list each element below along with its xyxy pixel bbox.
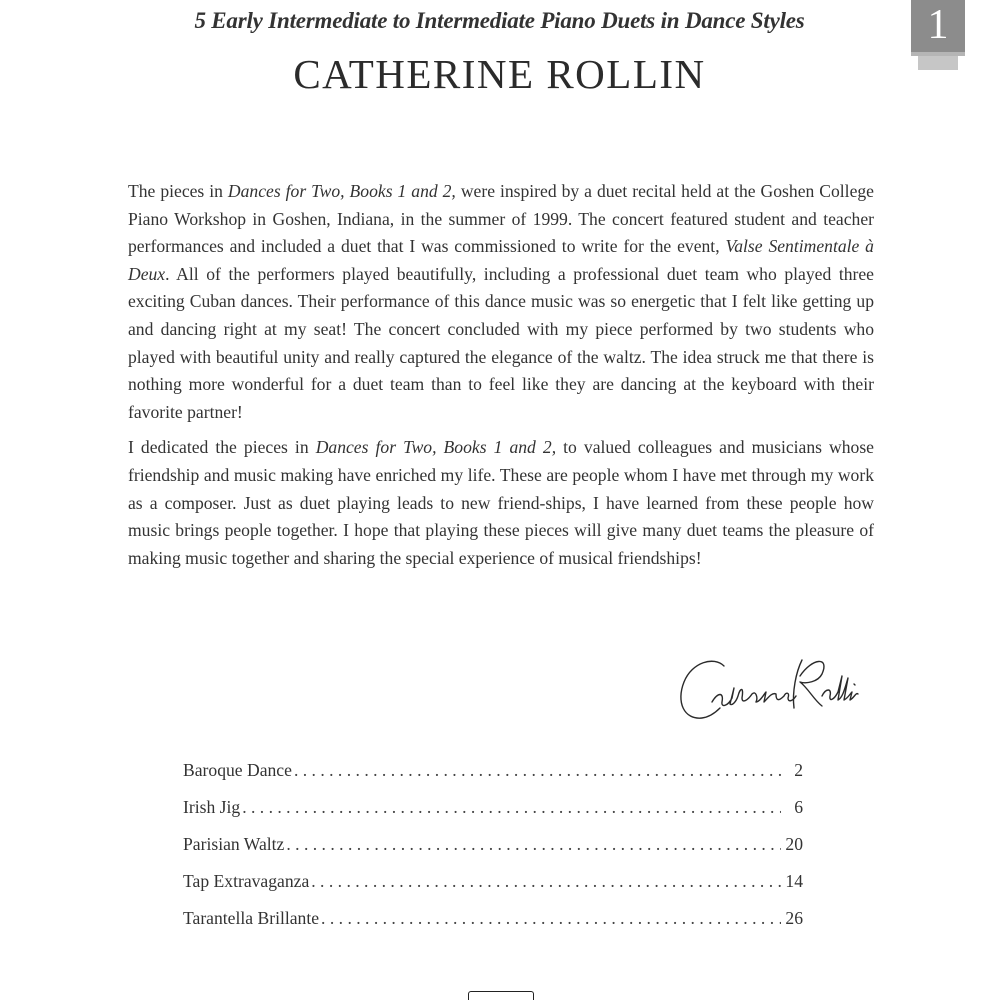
signature-text: Catherine Rollin [672,648,679,649]
toc-item-page: 2 [794,760,803,780]
toc-item-title: Tap Extravaganza [183,871,310,891]
toc-item-page: 26 [785,908,803,928]
book-number-tab [911,0,965,56]
body-text-run: . All of the performers played beautifully, including a professional duet team who played three exciting Cuban dances. Their performance of this dance music was so energetic that I felt like getting up and dancing right at my seat! The concert concluded with my piece performed by two students who played with beautiful unity and really captured the elegance of the waltz. The idea struck me that there is nothing more wonderful for a duet team than to feel like they are dancing at the keyboard with their favorite partner! [128,263,874,422]
italic-title-text: Dances for Two, Books 1 and 2, [315,437,557,458]
toc-item-page: 6 [794,797,803,817]
toc-item-irish-jig[interactable] [183,797,803,834]
toc-item-parisian-waltz[interactable] [183,834,803,871]
italic-title-text: Dances for Two, Books 1 and 2, [227,181,456,201]
table-of-contents [183,760,803,945]
toc-leader-dots [240,797,781,818]
toc-item-title: Irish Jig [183,797,241,817]
composer-name: CATHERINE ROLLIN [293,51,706,97]
toc-item-tarantella-brillante[interactable] [183,908,803,945]
toc-leader-dots [292,760,781,781]
intro-paragraph-1 [128,178,874,426]
toc-leader-dots [309,871,781,892]
toc-item-title: Baroque Dance [183,760,292,780]
intro-text [128,178,874,580]
toc-item-page: 20 [785,834,803,854]
body-text-run: to valued colleagues and musicians whose friendship and music making have enriched my life. These are people whom I have met through my work as a composer. Just as duet playing leads to new friend-ships, I have learned from these people how music brings people together. I hope that playing these pieces will give many duet teams the pleasure of making music together and sharing the special experience of musical friendships! [128,437,874,568]
body-text-run: I dedicated the pieces in [128,437,316,458]
toc-item-page: 14 [785,871,803,891]
toc-leader-dots [284,834,781,855]
body-text-run: The pieces in [128,181,228,201]
signature-icon [672,648,862,728]
italic-title-text: Valse Sentimentale à Deux [128,236,874,284]
toc-item-title: Tarantella Brillante [183,908,320,928]
toc-leader-dots [319,908,781,929]
book-number: 1 [927,2,949,48]
toc-item-title: Parisian Waltz [183,834,285,854]
body-text-run: were inspired by a duet recital held at the Goshen College Piano Workshop in Goshen, Indiana, in the summer of 1999. The concert featured student and teacher performances and included a duet that I was commissioned to write for the event, [128,181,874,257]
toc-item-tap-extravaganza[interactable] [183,871,803,908]
book-subtitle: 5 Early Intermediate to Intermediate Piano Duets in Dance Styles [194,8,805,33]
intro-paragraph-2 [128,434,874,572]
toc-item-baroque-dance[interactable] [183,760,803,797]
